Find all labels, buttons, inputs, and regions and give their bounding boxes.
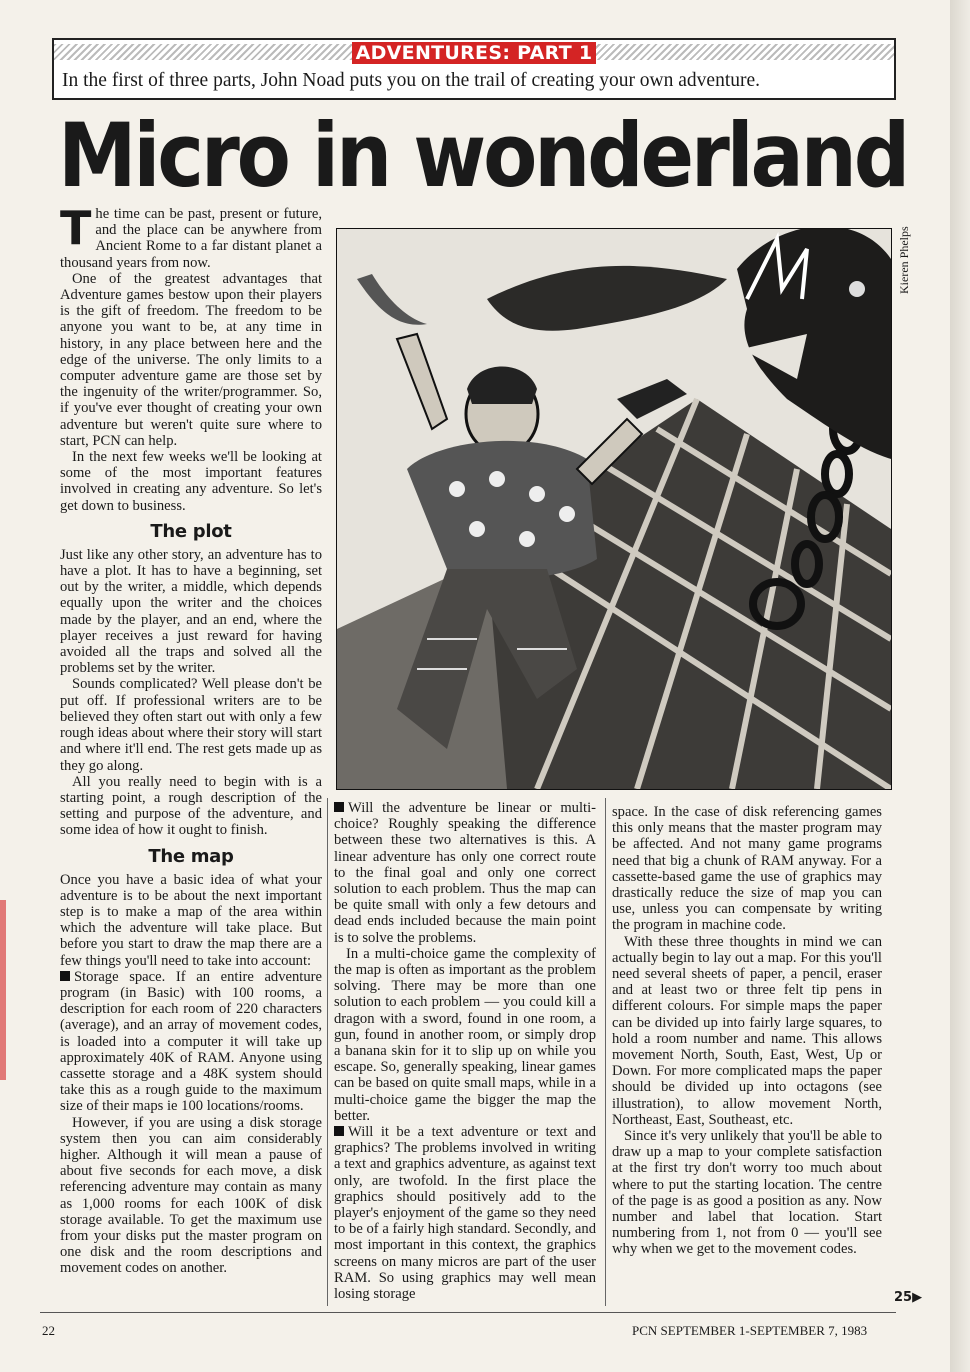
page-edge-mark bbox=[0, 900, 6, 1080]
bullet-paragraph: Will the adventure be linear or multi-choice? Roughly speaking the difference between these two alternatives is this. A linear adventure has only one correct route to the final goal and only one correct solution to each problem. Thus the map can be quite small with only a few detours and dead ends included because the main point is to solve the problems. bbox=[334, 800, 596, 946]
paragraph: In the next few weeks we'll be looking at some of the most important features involved in creating any adventure. So let's get down to business. bbox=[60, 449, 322, 514]
bullet-paragraph: Storage space. If an entire adventure program (in Basic) with 100 rooms, a description for each room of 220 characters (average), and an array of movement codes, is loaded into a computer it will take up approximately 40K of RAM. Anyone using cassette storage and a 48K system should take this as a rough guide to the maximum size of their maps ie 100 locations/rooms. bbox=[60, 968, 322, 1115]
paragraph: In a multi-choice game the complexity of the map is often as important as the problem solving. There may be more than one solution to each problem — you could kill a dragon with a sword, found in one room, a gun, found in another room, or simply drop a banana skin for it to slip up on while you escape. So, generally speaking, linear games can be based on quite small maps, while in a multi-choice game the bigger the map the better. bbox=[334, 945, 596, 1124]
paragraph: One of the greatest advantages that Adventure games bestow upon their players is the gift of freedom. The freedom to be anyone you want to be, at any time in history, in any place between here and the edge of the universe. The only limits to a computer adventure game are those set by the ingenuity of the writer/programmer. So, if you've ever thought of creating your own adventure but weren't quite sure where to start, PCN can help. bbox=[60, 270, 322, 449]
illustration bbox=[336, 228, 892, 790]
column-rule bbox=[605, 798, 606, 1306]
illustration-credit: Kieren Phelps bbox=[897, 226, 911, 294]
paragraph: All you really need to begin with is a starting point, a rough description of the setting and purpose of the adventure, and some idea of how it ought to finish. bbox=[60, 773, 322, 839]
paragraph: Just like any other story, an adventure has to have a plot. It has to have a beginning, set out by the writer, a middle, which depends equally upon the writer and the choices made by the player, and an end, where the player receives a just reward for having avoided all the traps and solved all the problems set by the writer. bbox=[60, 546, 322, 677]
paragraph: With these three thoughts in mind we can actually begin to lay out a map. For this you'll need several sheets of paper, a pencil, eraser and at least two or three felt tip pens in different colours. For simple maps the paper can be divided up into fairly large squares, to hold a room number and name. This allows movement North, South, East, West, Up or Down. For more complicated maps the paper should be divided up into octagons (see illustration), to allow movement North, Northeast, East, Southeast, etc. bbox=[612, 933, 882, 1128]
footer-rule bbox=[40, 1312, 896, 1313]
page-edge bbox=[950, 0, 970, 1372]
bullet-paragraph: Will it be a text adventure or text and graphics? The problems involved in writing a text and graphics adventure, as against text only, are twofold. In the first place the graphics should positively add to the player's enjoyment of the game so they need to be of a fairly high standard. Secondly, and most important in this context, the graphics screens on many micros are part of the user RAM. So using graphics may well mean losing storage bbox=[334, 1124, 596, 1303]
article bbox=[52, 38, 923, 1308]
column-1 bbox=[60, 201, 322, 1277]
bullet-square-icon bbox=[334, 1126, 344, 1136]
bullet-square-icon bbox=[60, 971, 70, 981]
article-header bbox=[52, 38, 896, 100]
subhead-map: The map bbox=[148, 845, 234, 867]
headline: Micro in wonderland bbox=[58, 104, 908, 208]
paragraph: Since it's very unlikely that you'll be able to draw up a map to your complete satisfaction at the first try don't worry too much about where to put the starting location. The centre of the page is as good a position as any. Now number and label that location. Start numbering from 1, not from 0 — you'll see why when we get to the movement codes. bbox=[612, 1128, 882, 1258]
bullet-square-icon bbox=[334, 802, 344, 812]
paragraph: Once you have a basic idea of what your adventure is to be about the next important step is to make a map of the area within which the adventure will take place. But before you start to draw the map there are a few things you'll need to take into account: bbox=[60, 871, 322, 969]
section-kicker: ADVENTURES: PART 1 bbox=[352, 42, 596, 64]
subhead-plot: The plot bbox=[150, 520, 232, 542]
issue-line: PCN SEPTEMBER 1-SEPTEMBER 7, 1983 bbox=[632, 1323, 868, 1338]
column-3 bbox=[612, 804, 882, 1258]
page-number: 22 bbox=[42, 1323, 55, 1338]
paragraph: Sounds complicated? Well please don't be put off. If professional writers are to be believed they often start out with only a few rough ideas about where their story will start and where it'll end. The rest gets made up as they go along. bbox=[60, 676, 322, 774]
continued-marker: 25▶ bbox=[894, 1290, 923, 1305]
column-2 bbox=[334, 800, 596, 1302]
standfirst: In the first of three parts, John Noad puts you on the trail of creating your own adventure. bbox=[62, 70, 761, 91]
paragraph: However, if you are using a disk storage system then you can aim considerably higher. Although it will mean a pause of about five seconds for each move, a disk referencing adventure may contain as many as 1,000 rooms for each 100K of disk storage available. To get the maximum use from your disks put the master program on one disk and the room descriptions and movement codes on another. bbox=[60, 1114, 322, 1277]
drop-cap: T bbox=[60, 201, 92, 255]
adventurer-dragon-illustration bbox=[337, 229, 891, 789]
intro-paragraph: The time can be past, present or future, and the place can be anywhere from Ancient Rome to a far distant planet a thousand years from now. bbox=[60, 201, 322, 271]
column-rule bbox=[327, 798, 328, 1306]
paragraph: space. In the case of disk referencing games this only means that the master program may be affected. And not many game programs need that big a chunk of RAM anyway. For a cassette-based game the use of graphics may drastically reduce the size of map you can use, unless you can compensate by writing the program in machine code. bbox=[612, 804, 882, 934]
